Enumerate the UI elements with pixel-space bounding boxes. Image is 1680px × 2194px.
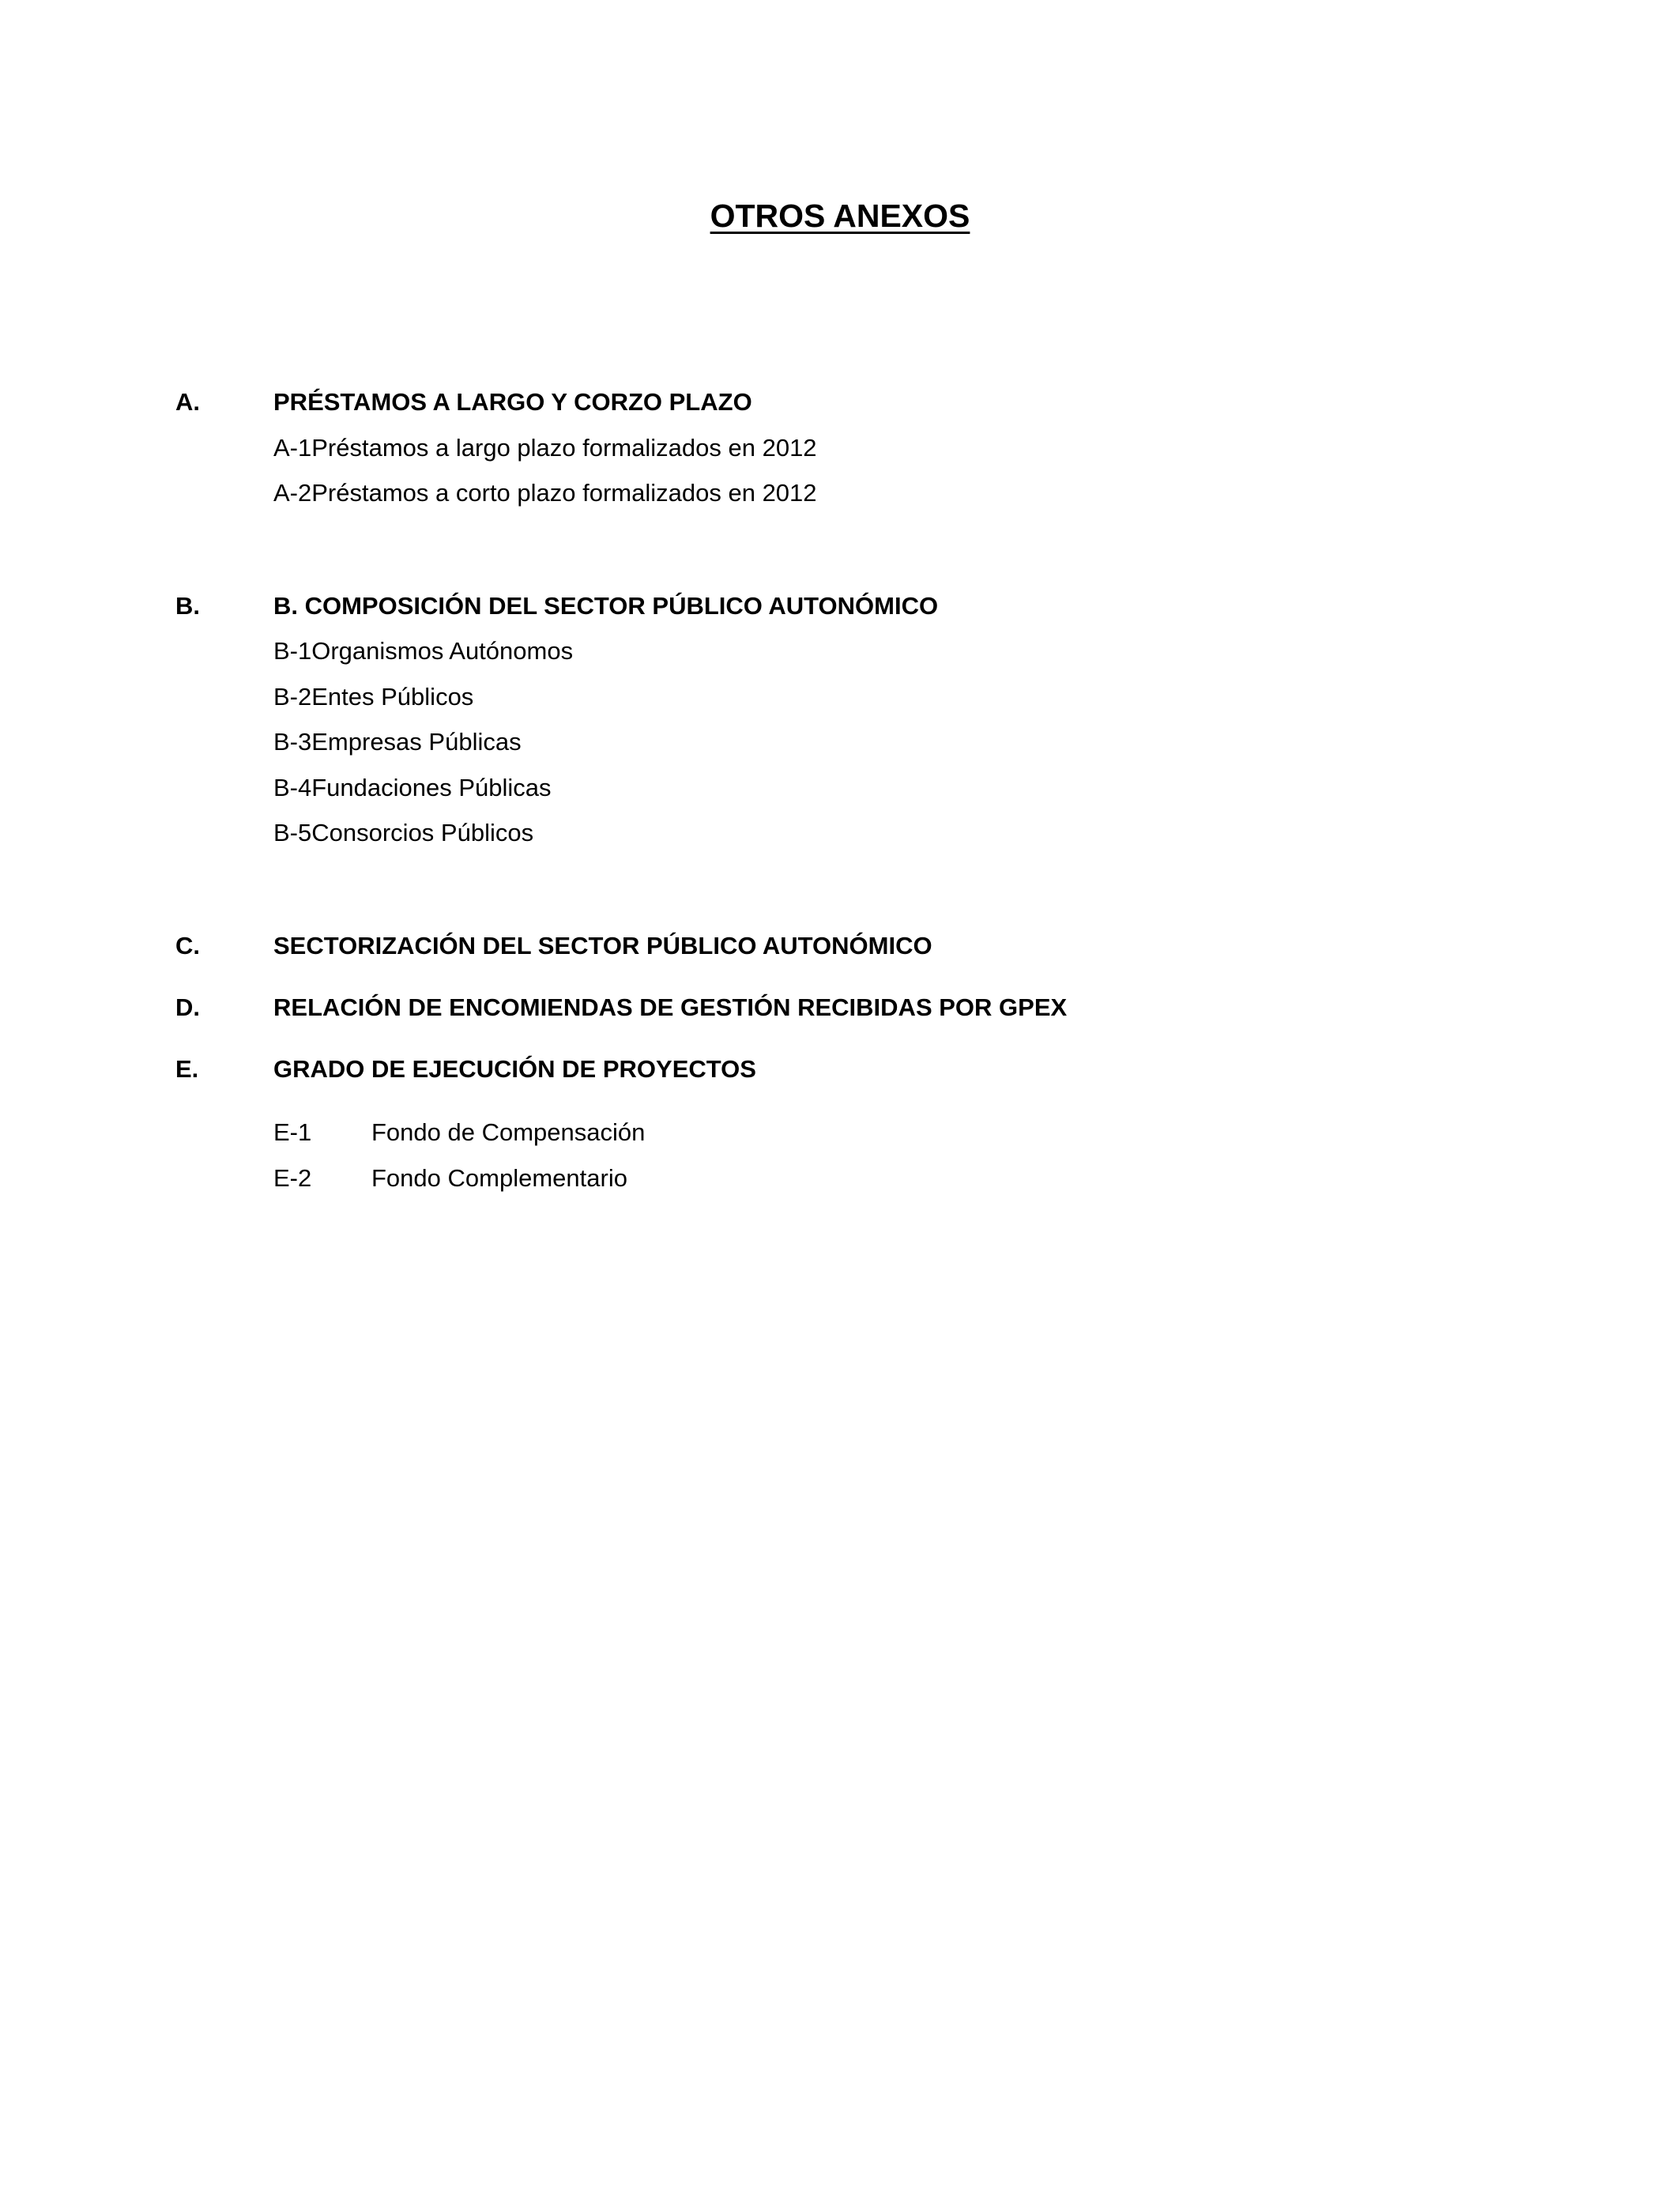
list-item-a-1 <box>273 428 817 468</box>
list-item-b-3 <box>273 722 522 762</box>
section-a-heading <box>175 383 1519 422</box>
item-code: B-5 <box>273 819 312 846</box>
item-code: B-3 <box>273 728 312 756</box>
item-label: Préstamos a corto plazo formalizados en 2012 <box>311 479 817 507</box>
item-label: Consorcios Públicos <box>311 819 534 846</box>
item-code: B-2 <box>273 683 312 711</box>
list-item-a-2 <box>273 473 817 513</box>
list-item-b-5 <box>273 813 533 853</box>
section-letter: E. <box>175 1055 199 1083</box>
section-title: SECTORIZACIÓN DEL SECTOR PÚBLICO AUTONÓMICO <box>273 932 932 959</box>
item-code: B-1 <box>273 637 312 665</box>
item-label: Entes Públicos <box>311 683 474 711</box>
section-letter: C. <box>175 932 200 959</box>
section-b-heading <box>175 586 1519 626</box>
item-label: Fundaciones Públicas <box>311 774 552 801</box>
item-code: A-2 <box>273 479 312 507</box>
section-d-heading <box>175 988 1519 1027</box>
section-title: RELACIÓN DE ENCOMIENDAS DE GESTIÓN RECIBIDAS POR GPEX <box>273 993 1068 1021</box>
item-label: Organismos Autónomos <box>311 637 574 665</box>
section-letter: D. <box>175 993 200 1021</box>
page-title: OTROS ANEXOS <box>710 198 970 234</box>
item-label: Préstamos a largo plazo formalizados en 2012 <box>311 434 817 462</box>
list-item-b-1 <box>273 631 573 671</box>
item-label: Fondo Complementario <box>371 1164 627 1192</box>
section-letter: B. <box>175 592 200 620</box>
item-code: E-2 <box>273 1164 312 1192</box>
section-e-heading <box>175 1050 1519 1089</box>
section-title: GRADO DE EJECUCIÓN DE PROYECTOS <box>273 1055 756 1083</box>
item-code: E-1 <box>273 1118 312 1146</box>
list-item-b-4 <box>273 768 552 808</box>
section-c-heading <box>175 926 1519 966</box>
section-title: B. COMPOSICIÓN DEL SECTOR PÚBLICO AUTONÓMICO <box>273 592 939 620</box>
item-code: B-4 <box>273 774 312 801</box>
item-label: Fondo de Compensación <box>371 1118 646 1146</box>
item-code: A-1 <box>273 434 312 462</box>
list-item-e-2 <box>273 1159 627 1198</box>
list-item-e-1 <box>273 1113 645 1152</box>
list-item-b-2 <box>273 677 473 717</box>
section-title: PRÉSTAMOS A LARGO Y CORZO PLAZO <box>273 388 752 416</box>
section-letter: A. <box>175 388 200 416</box>
item-label: Empresas Públicas <box>311 728 522 756</box>
